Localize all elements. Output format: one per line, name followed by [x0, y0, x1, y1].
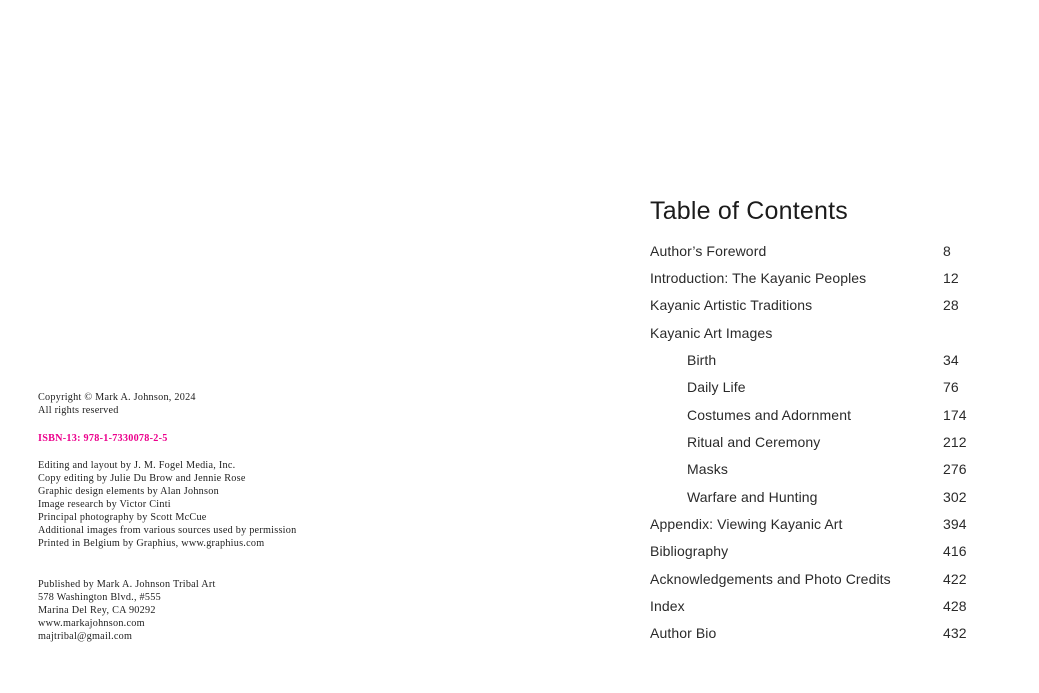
toc-entry-label: Masks [687, 461, 728, 478]
toc-entry-label: Birth [687, 352, 717, 369]
credit-line: Copy editing by Julie Du Brow and Jennie Rose [38, 473, 246, 484]
toc-entry-page: 212 [943, 434, 967, 451]
toc-entry-label: Author Bio [650, 625, 717, 642]
toc-entry-page: 432 [943, 625, 967, 642]
toc-entry [650, 592, 1010, 619]
isbn-line: ISBN-13: 978-1-7330078-2-5 [38, 433, 168, 444]
toc-entry [650, 292, 1010, 319]
toc-entry [650, 264, 1010, 291]
toc-entry-label: Bibliography [650, 543, 729, 560]
publisher-address-line: 578 Washington Blvd., #555 [38, 592, 161, 603]
toc-entry-page: 8 [943, 242, 951, 259]
credit-line: Printed in Belgium by Graphius, www.graphius.com [38, 538, 265, 549]
toc-entry-label: Costumes and Adornment [687, 406, 852, 423]
toc-entry-page: 28 [943, 297, 959, 314]
toc-entry-label: Kayanic Artistic Traditions [650, 297, 813, 314]
publisher-city-line: Marina Del Rey, CA 90292 [38, 605, 156, 616]
toc-entry-label: Index [650, 598, 685, 615]
rights-line: All rights reserved [38, 405, 119, 416]
publisher-email: majtribal@gmail.com [38, 631, 133, 642]
credit-line: Additional images from various sources used by permission [38, 525, 297, 536]
toc-entry-page: 416 [943, 543, 967, 560]
toc-entry-label: Warfare and Hunting [687, 488, 818, 505]
toc-entry-label: Author’s Foreword [650, 242, 767, 259]
toc-entry [650, 374, 1010, 401]
toc-entry [650, 319, 1010, 346]
toc-entry-label: Ritual and Ceremony [687, 434, 821, 451]
toc-entry-page: 76 [943, 379, 959, 396]
toc-entry [650, 456, 1010, 483]
toc-entry-page: 302 [943, 488, 967, 505]
publisher-block [38, 578, 368, 643]
toc-entry [650, 565, 1010, 592]
toc-entry-page: 428 [943, 598, 967, 615]
toc-entry [650, 510, 1010, 537]
copyright-page [38, 391, 368, 643]
publisher-line: Published by Mark A. Johnson Tribal Art [38, 579, 216, 590]
table-of-contents [650, 196, 1010, 647]
toc-entry-page: 422 [943, 570, 967, 587]
credit-line: Image research by Victor Cinti [38, 499, 171, 510]
toc-entry [650, 620, 1010, 647]
toc-entry [650, 428, 1010, 455]
credit-line: Principal photography by Scott McCue [38, 512, 207, 523]
toc-entry-label: Introduction: The Kayanic Peoples [650, 270, 867, 287]
copyright-line: Copyright © Mark A. Johnson, 2024 [38, 392, 196, 403]
toc-entry-page: 12 [943, 270, 959, 287]
credit-line: Editing and layout by J. M. Fogel Media, Inc. [38, 460, 236, 471]
credit-line: Graphic design elements by Alan Johnson [38, 486, 219, 497]
toc-entry [650, 401, 1010, 428]
toc-entry-label: Daily Life [687, 379, 746, 396]
page-title: Table of Contents [650, 197, 848, 225]
toc-entry [650, 237, 1010, 264]
publisher-website: www.markajohnson.com [38, 618, 145, 629]
toc-entry-label: Kayanic Art Images [650, 324, 773, 341]
toc-entry-page: 34 [943, 352, 959, 369]
toc-entry [650, 346, 1010, 373]
toc-entry-page: 394 [943, 516, 967, 533]
toc-entry [650, 538, 1010, 565]
toc-entry-label: Acknowledgements and Photo Credits [650, 570, 891, 587]
toc-entry [650, 483, 1010, 510]
copyright-block [38, 391, 368, 417]
credits-block [38, 459, 368, 550]
toc-entry-page: 174 [943, 406, 967, 423]
toc-entries [650, 237, 1010, 647]
toc-entry-label: Appendix: Viewing Kayanic Art [650, 516, 843, 533]
toc-entry-page: 276 [943, 461, 967, 478]
